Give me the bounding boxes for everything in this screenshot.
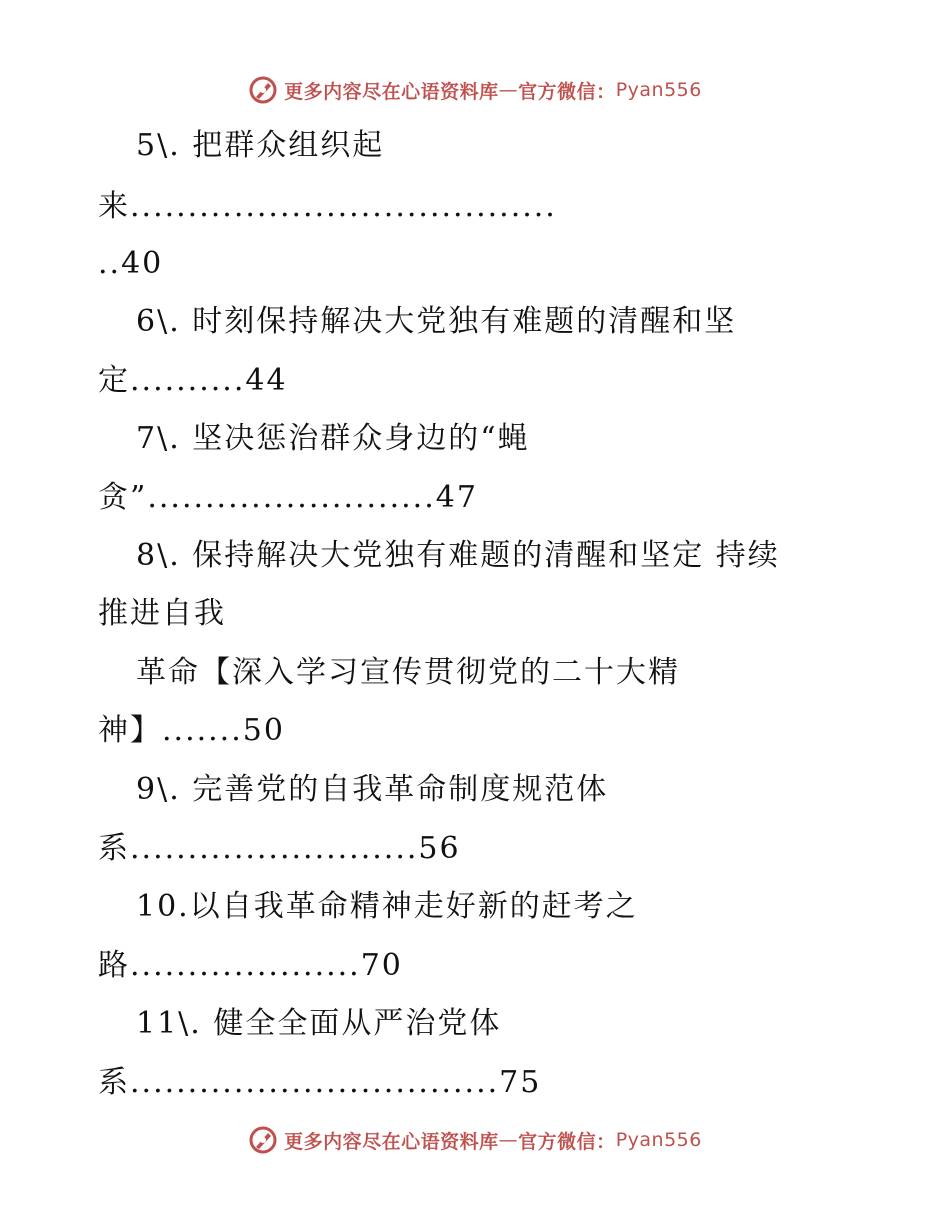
header-watermark xyxy=(0,70,950,110)
watermark-id: Pyan556 xyxy=(615,1129,702,1151)
footer-watermark xyxy=(0,1120,950,1160)
toc-entry-9-leader: 系.........................56 xyxy=(98,831,461,866)
toc-entry-11-title: 11\. 健全全面从严治党体 xyxy=(136,1006,502,1041)
watermark-dash: — xyxy=(498,1129,519,1151)
toc-entry-5-page: ..40 xyxy=(98,246,164,281)
pen-nib-logo-icon xyxy=(248,75,278,105)
toc-entry-8-leader: 神】.......50 xyxy=(98,713,285,748)
pen-nib-logo-icon xyxy=(248,1125,278,1155)
toc-entry-8-title: 8\. 保持解决大党独有难题的清醒和坚定 持续 xyxy=(136,538,780,573)
watermark-dash: — xyxy=(498,79,519,101)
watermark-text: 更多内容尽在心语资料库 xyxy=(284,80,499,103)
toc-entry-10-leader: 路....................70 xyxy=(98,948,403,983)
watermark-id: Pyan556 xyxy=(615,79,702,101)
toc-entry-8-subtitle: 革命【深入学习宣传贯彻党的二十大精 xyxy=(136,655,680,690)
toc-entry-7-title: 7\. 坚决惩治群众身边的“蝇 xyxy=(136,421,530,456)
toc-entry-11-leader: 系................................75 xyxy=(98,1065,542,1100)
toc-entry-8-title-cont: 推进自我 xyxy=(98,596,226,631)
toc-entry-9-title: 9\. 完善党的自我革命制度规范体 xyxy=(136,772,609,807)
watermark-official: 官方微信： xyxy=(518,80,616,103)
toc-entry-7-leader: 贪”.........................47 xyxy=(98,480,478,515)
toc-entry-5-leader: 来..................................... xyxy=(98,189,557,224)
toc-entry-6-title: 6\. 时刻保持解决大党独有难题的清醒和坚 xyxy=(136,304,737,339)
toc-entry-10-title: 10.以自我革命精神走好新的赶考之 xyxy=(136,889,638,924)
toc-entry-6-leader: 定..........44 xyxy=(98,363,288,398)
watermark-text: 更多内容尽在心语资料库 xyxy=(284,1130,499,1153)
toc-entry-5-title: 5\. 把群众组织起 xyxy=(136,128,385,163)
watermark-official: 官方微信： xyxy=(518,1130,616,1153)
